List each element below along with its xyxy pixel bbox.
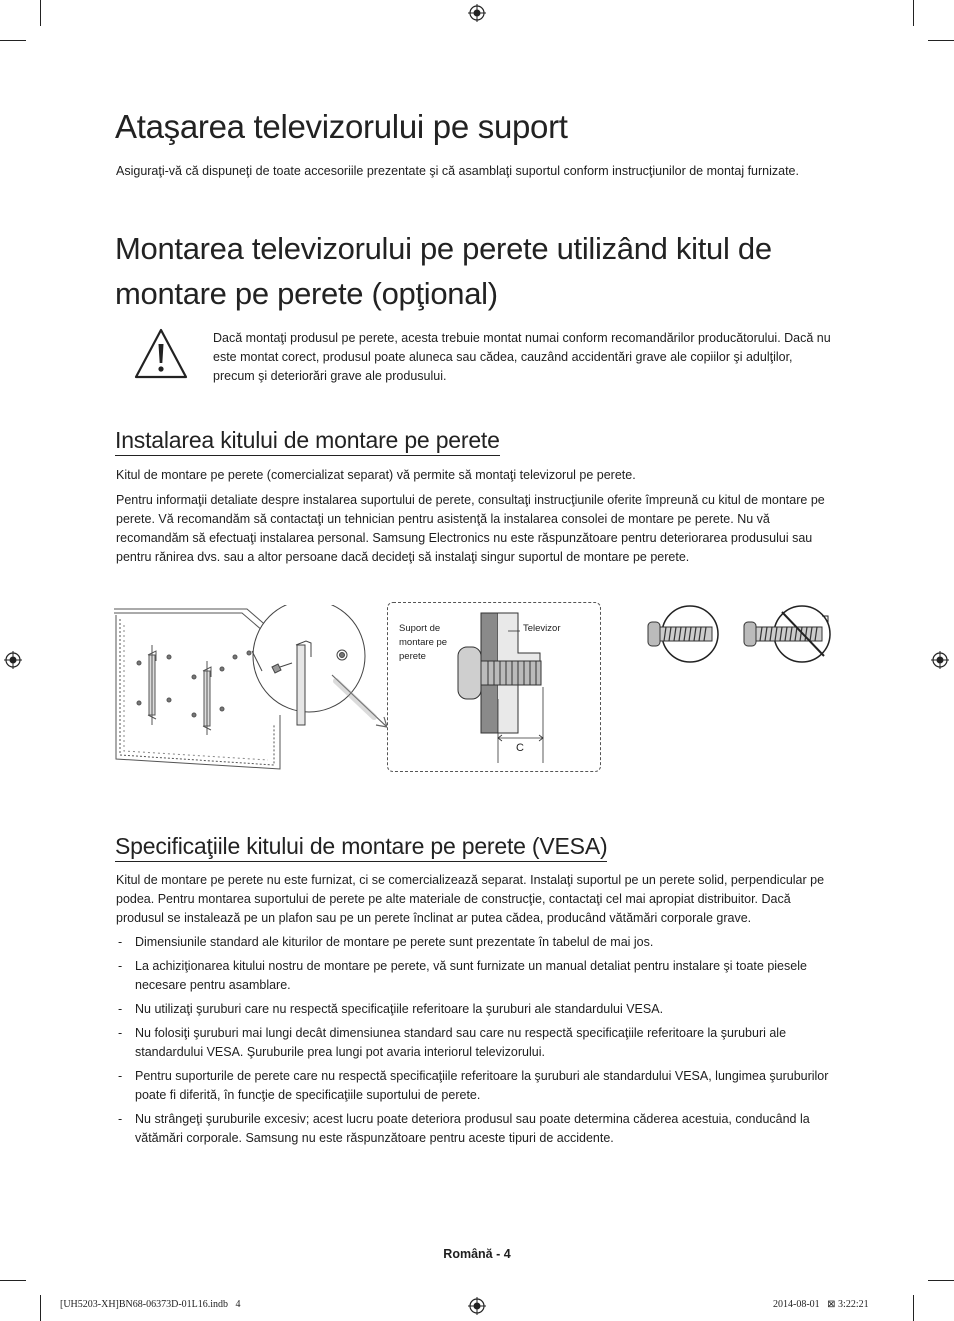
tv-label: Televizor [523, 623, 561, 634]
crop-mark [913, 1295, 914, 1321]
dimension-c-label: C [516, 742, 524, 754]
bracket-label: Suport de montare pe perete [399, 623, 448, 662]
install-kit-para1: Kitul de montare pe perete (comercializat separat) vă permite să montaţi televizorul pe perete. [116, 468, 636, 482]
vesa-section [115, 833, 607, 862]
registration-mark-icon [4, 651, 22, 669]
screw-prohibited-icon [742, 604, 834, 664]
registration-mark-icon [468, 4, 486, 22]
crop-mark [40, 1295, 41, 1321]
page-number: Română - 4 [443, 1247, 511, 1261]
crop-mark [0, 1280, 26, 1281]
footer-file-name: [UH5203-XH]BN68-06373D-01L16.indb 4 [60, 1299, 241, 1310]
warning-text: Dacă montaţi produsul pe perete, acesta trebuie montat numai conform recomandărilor producătorului. Dacă nu este montat corect, produsul poate aluneca sau cădea, cauzând accidentări grave ale copiilor şi adulţilor, precum şi deteriorări grave ale produsului. [213, 331, 831, 383]
vesa-title: Specificaţiile kitului de montare pe perete (VESA) [115, 833, 607, 862]
attach-stand-body: Asiguraţi-vă că dispuneţi de toate accesoriile prezentate şi că asamblaţi suportul conform instrucţiunilor de montaj furnizate. [116, 164, 799, 178]
list-item: - Dimensiunile standard ale kiturilor de montare pe perete sunt prezentate în tabelul de mai jos. [116, 933, 836, 952]
install-kit-para2: Pentru informaţii detaliate despre instalarea suportului de perete, consultaţi instrucţiunile oferite împreună cu kitul de montare pe perete. Vă recomandăm să contactaţi un tehnician pentru asistenţă la instalarea consolei de montare pe perete. Nu vă recomandăm să efectuaţi instalarea personal. Samsung Electronics nu este răspunzătoare pentru deteriorarea produsului sau pentru rănirea dvs. sau a altor persoane dacă decideţi să instalaţi singur suportul de montare pe perete. [116, 493, 825, 564]
crop-mark [0, 40, 26, 41]
list-item: - Nu folosiţi şuruburi mai lungi decât dimensiunea standard sau care nu respectă specificaţiile referitoare la şuruburi ale standardului VESA. Şuruburile prea lungi pot avaria interiorul televizorului. [116, 1024, 836, 1062]
footer-date-time: 2014-08-01 ⊠ 3:22:21 [773, 1299, 869, 1310]
tv-back-illustration [112, 605, 387, 770]
list-item: - Nu strângeţi şuruburile excesiv; acest lucru poate deteriora produsul sau poate determina căderea acestuia, conducând la vătămări corporale. Samsung nu este răspunzătoare pentru aceste tipuri de accidente. [116, 1110, 836, 1148]
vesa-bullet-list [116, 933, 836, 1153]
warning-triangle-icon [133, 327, 189, 381]
registration-mark-icon [931, 651, 949, 669]
screw-correct-icon [644, 604, 722, 664]
crop-mark [913, 0, 914, 26]
install-kit-section [115, 427, 500, 456]
vesa-para: Kitul de montare pe perete nu este furnizat, ci se comercializează separat. Instalaţi suportul pe un perete solid, perpendicular pe podea. Pentru montarea suportului de perete pe alte materiale de construcţie, contactaţi cel mai apropiat distribuitor. Dacă produsul se instalează pe un plafon sau pe un perete înclinat ar putea cădea, producând vătămări corporale grave. [116, 873, 825, 925]
crop-mark [928, 40, 954, 41]
crop-mark [928, 1280, 954, 1281]
install-kit-title: Instalarea kitului de montare pe perete [115, 427, 500, 456]
list-item: - Pentru suporturile de perete care nu respectă specificaţiile referitoare la şuruburi ale standardului VESA, lungimea şuruburilor poate fi diferită, în funcţie de specificaţiile suportului de perete. [116, 1067, 836, 1105]
registration-mark-icon [468, 1297, 486, 1315]
list-item: - La achiziţionarea kitului nostru de montare pe perete, vă sunt furnizate un manual detaliat pentru instalare şi toate piesele necesare pentru asamblare. [116, 957, 836, 995]
wall-mount-title: Montarea televizorului pe perete utilizând kitul de montare pe perete (opţional) [115, 231, 772, 311]
crop-mark [40, 0, 41, 26]
list-item: - Nu utilizaţi şuruburi care nu respectă specificaţiile referitoare la şuruburi ale standardului VESA. [116, 1000, 836, 1019]
page-title: Ataşarea televizorului pe suport [115, 108, 568, 145]
